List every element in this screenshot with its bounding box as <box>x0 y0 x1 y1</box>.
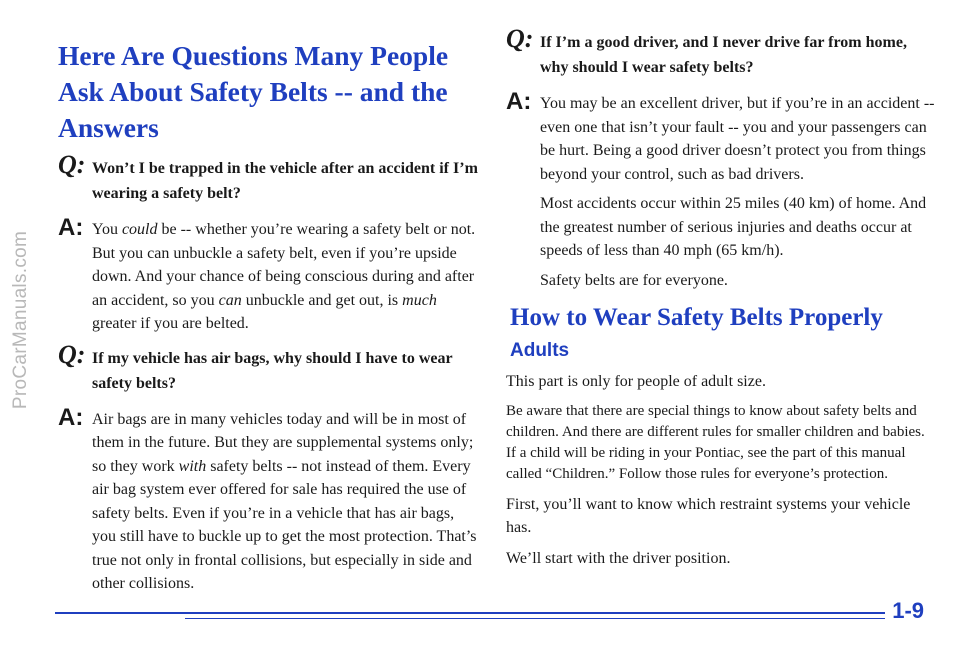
answer-text <box>540 92 936 292</box>
answer-text: Air bags are in many vehicles today and will be in most of them in the future. But they are supplemental systems only; so they work with safety belts -- not instead of them. Every air bag system ever offered for sale has required the use of safety belts. Even if you’re in a vehicle that has air bags, you still have to buckle up to get the most protection. That’s true not only in frontal collisions, but especially in side and other collisions. <box>92 410 477 592</box>
answer-mark-label: A: <box>58 403 84 431</box>
answer-block-2 <box>58 403 478 596</box>
qa-block-3 <box>506 24 936 80</box>
question-text: If I’m a good driver, and I never drive far from home, why should I wear safety belts? <box>540 34 907 76</box>
page-heading: Here Are Questions Many People Ask About Safety Belts -- and the Answers <box>58 40 449 143</box>
body-paragraph: This part is only for people of adult size. <box>506 373 766 390</box>
section-title: How to Wear Safety Belts Properly <box>510 304 883 331</box>
question-mark-label: Q: <box>58 339 86 369</box>
watermark-text: ProCarManuals.com <box>10 230 31 410</box>
question-mark-label: Q: <box>506 24 534 53</box>
left-column <box>58 38 478 606</box>
sub-title: Adults <box>510 340 570 361</box>
question-text: If my vehicle has air bags, why should I have to wear safety belts? <box>92 349 453 392</box>
qa-block-2 <box>58 339 478 396</box>
question-mark-label: Q: <box>58 150 86 179</box>
answer-paragraph: Safety belts are for everyone. <box>540 271 728 289</box>
watermark <box>4 70 38 570</box>
body-paragraph: Be aware that there are special things to know about safety belts and children. And there are different rules for smaller children and babies. If a child will be riding in your Pontiac, see the part of this manual called “Children.” Follow those rules for everyone’s protection. <box>506 403 925 482</box>
answer-block-1 <box>58 214 478 336</box>
body-paragraph: We’ll start with the driver position. <box>506 550 731 567</box>
qa-block-1 <box>58 150 478 206</box>
footer-rule-thin <box>185 618 885 619</box>
answer-block-3 <box>506 88 936 292</box>
answer-mark-label: A: <box>506 88 532 115</box>
right-column <box>506 24 936 578</box>
answer-paragraph: You may be an excellent driver, but if you’re in an accident -- even one that isn’t your fault -- you and your passengers can be hurt. Being a good driver doesn’t protect you from things beyond your control, such as bad drivers. <box>540 95 935 183</box>
answer-text: You could be -- whether you’re wearing a safety belt or not. But you can unbuckle a safety belt, even if you’re upside down. And your chance of being conscious during and after an accident, so you can unbuckle and get out, is much greater if you are belted. <box>92 221 476 332</box>
body-paragraph: First, you’ll want to know which restraint systems your vehicle has. <box>506 496 911 536</box>
answer-paragraph: Most accidents occur within 25 miles (40 km) of home. And the greatest number of serious injuries and deaths occur at speeds of less than 40 mph (65 km/h). <box>540 195 927 259</box>
question-text: Won’t I be trapped in the vehicle after an accident if I’m wearing a safety belt? <box>92 160 478 202</box>
answer-mark-label: A: <box>58 214 84 241</box>
footer-rule-thick <box>55 612 885 614</box>
page-number: 1-9 <box>892 598 924 623</box>
